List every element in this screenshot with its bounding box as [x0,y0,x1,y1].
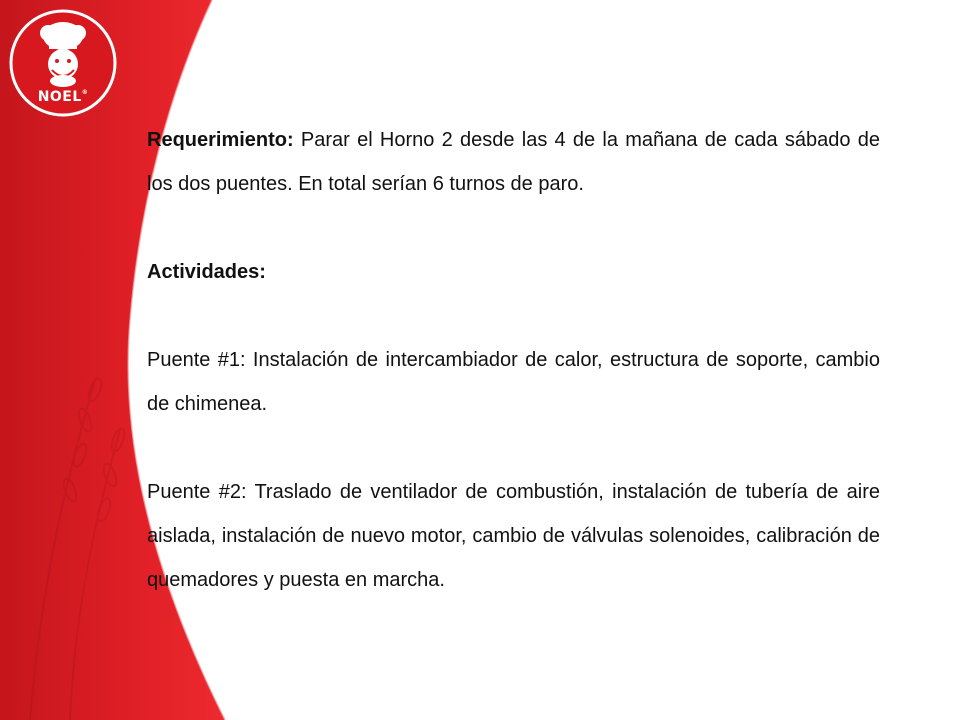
bridge-1-paragraph: Puente #1: Instalación de intercambiador de calor, estructura de soporte, cambio de chimenea. [147,349,880,415]
noel-logo [8,6,118,120]
activities-heading: Actividades: [147,261,266,283]
requirement-text: Parar el Horno 2 desde las 4 de la mañana de cada sábado de los dos puentes. En total serían 6 turnos de paro. [147,129,880,195]
requirement-paragraph [147,118,880,206]
bridge-2-paragraph: Puente #2: Traslado de ventilador de combustión, instalación de tubería de aire aislada, instalación de nuevo motor, cambio de válvulas solenoides, calibración de quemadores y puesta en marcha. [147,481,880,591]
slide-body [147,118,880,602]
logo-wordmark: NOEL® [37,89,89,105]
requirement-label: Requerimiento: [147,129,294,151]
